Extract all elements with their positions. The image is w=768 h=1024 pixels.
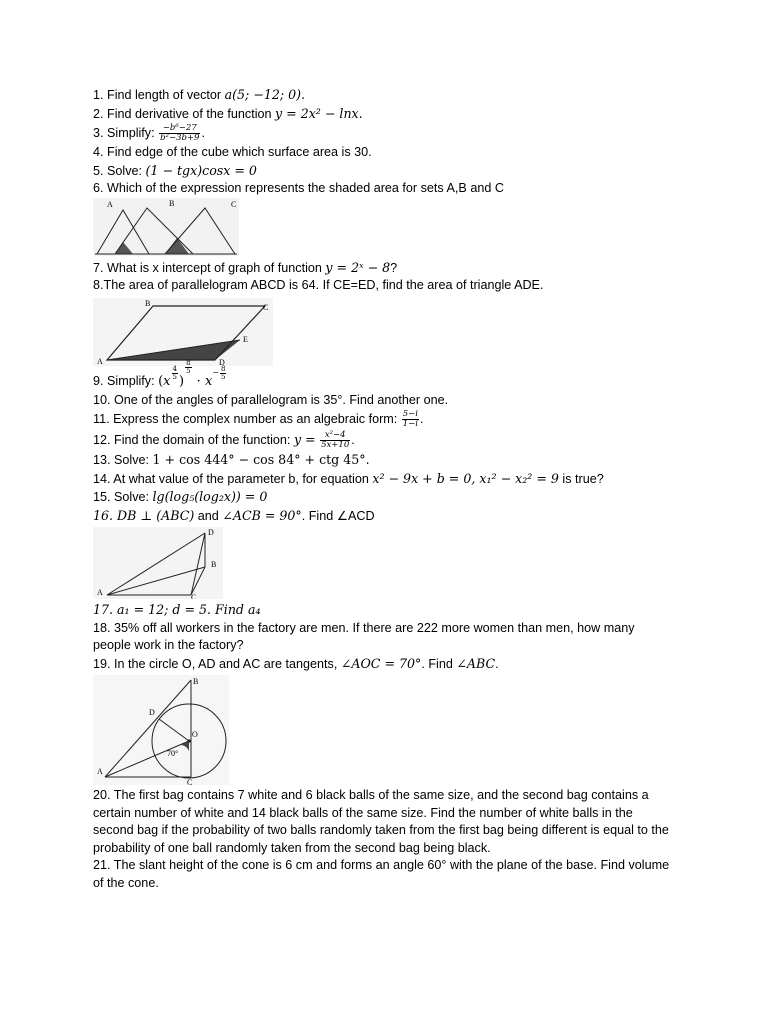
label-o: O — [192, 730, 198, 739]
question-10-text: 10. One of the angles of parallelogram is 35°. Find another one. — [93, 392, 449, 407]
question-7-math: y = 2ˣ − 8 — [325, 259, 391, 275]
question-11-fraction — [402, 410, 419, 429]
question-19-end: . — [495, 656, 499, 671]
question-11-text: 11. Express the complex number as an algebraic form: — [93, 412, 401, 426]
question-16-end: . Find ∠ACD — [301, 508, 375, 523]
label-a: A — [97, 356, 103, 366]
question-19 — [93, 655, 673, 674]
label-b: B — [145, 298, 151, 308]
question-6 — [93, 180, 673, 198]
label-a: A — [97, 767, 103, 776]
question-5-text: 5. Solve: — [93, 163, 146, 178]
question-3-fraction — [159, 124, 200, 143]
label-a: A — [97, 588, 103, 597]
question-1 — [93, 86, 673, 105]
label-c: C — [191, 593, 197, 599]
question-14-text: 14. At what value of the parameter b, for equation — [93, 471, 373, 486]
question-13-math: 1 + cos 444° − cos 84° + ctg 45°. — [152, 452, 370, 467]
question-16 — [93, 507, 673, 526]
question-15-text: 15. Solve: — [93, 490, 153, 504]
circle-tangents-figure — [93, 675, 229, 785]
label-c: C — [263, 302, 269, 312]
question-5-math: (1 − tgx)cosx = 0 — [145, 162, 257, 178]
question-19-mid: . Find — [421, 656, 457, 671]
question-12 — [93, 429, 673, 451]
question-18-text: 18. 35% off all workers in the factory are men. If there are 222 more women than men, how many people work in the factory? — [93, 620, 635, 652]
question-21 — [93, 857, 673, 892]
label-d: D — [219, 357, 225, 366]
question-7-end: ? — [390, 260, 398, 275]
question-9-math: (x $^{\frac{4}{5}}$ ) $^{\frac{8}{5}}$ · $x^{- \frac{8}{5}}$ — [158, 358, 226, 389]
question-4-text: 4. Find edge of the cube which surface area is 30. — [93, 145, 372, 159]
question-4 — [93, 144, 673, 162]
question-12-numerator: x²−4 — [320, 431, 350, 441]
question-3-end: . — [201, 126, 205, 140]
question-19-text: 19. In the circle O, AD and AC are tangents, — [93, 656, 341, 671]
question-21-text: 21. The slant height of the cone is 6 cm and forms an angle 60° with the plane of the base. Find volume of the cone. — [93, 858, 670, 890]
question-8 — [93, 277, 673, 295]
label-b: B — [211, 560, 217, 569]
label-d: D — [149, 708, 155, 717]
label-d: D — [208, 528, 214, 537]
question-15-math: lg(log₅(log₂x)) = 0 — [152, 489, 268, 504]
question-12-end: . — [351, 433, 355, 447]
question-10 — [93, 392, 673, 410]
question-14-math: x² − 9x + b = 0, x₁² − x₂² = 9 — [372, 470, 559, 486]
label-b: B — [169, 198, 175, 208]
question-12-math: y = — [293, 432, 316, 447]
parallelogram-figure — [93, 298, 273, 366]
pyramid-figure — [93, 527, 223, 599]
question-12-text: 12. Find the domain of the function: — [93, 433, 294, 447]
label-b: B — [193, 677, 199, 686]
label-c: C — [187, 778, 193, 785]
question-19-math-2: ∠ABC — [456, 655, 496, 671]
question-17 — [93, 601, 673, 620]
question-11-numerator: 5−i — [402, 409, 419, 420]
question-9 — [93, 358, 673, 392]
center-o — [187, 739, 190, 742]
question-20 — [93, 787, 673, 857]
question-12-fraction — [320, 431, 350, 450]
question-3-denominator: b²−3b+9 — [160, 133, 200, 144]
sets-triangles-figure — [93, 198, 239, 256]
question-11-denominator: 1−i — [402, 419, 419, 430]
question-16-text: and — [194, 508, 223, 523]
question-1-text: 1. Find length of vector — [93, 88, 225, 102]
question-7 — [93, 259, 673, 278]
question-17-math: 17. a₁ = 12; d = 5. Find a₄ — [93, 602, 261, 617]
question-3 — [93, 123, 673, 144]
question-9-text: 9. Simplify: — [93, 373, 159, 388]
question-8-text: 8.The area of parallelogram ABCD is 64. If CE=ED, find the area of triangle ADE. — [93, 278, 544, 292]
question-1-math: a(5; −12; 0). — [224, 87, 306, 102]
question-7-text: 7. What is x intercept of graph of function — [93, 260, 326, 275]
question-3-numerator: −b⁶−27 — [159, 124, 200, 134]
label-e: E — [243, 334, 248, 344]
question-2-math: y = 2x² − lnx. — [275, 105, 363, 121]
label-a: A — [107, 199, 113, 209]
question-2-text: 2. Find derivative of the function — [93, 106, 276, 121]
question-19-math: ∠AOC = 70° — [340, 655, 422, 671]
question-20-text: 20. The first bag contains 7 white and 6 black balls of the same size, and the second bag contains a certain number of white and 14 black balls of the same size. Find the number of white balls in the second bag if the probability of two balls randomly taken from the first bag being different is equal to the probability of one ball randomly taken from the second bag being black. — [93, 788, 669, 855]
question-6-text: 6. Which of the expression represents the shaded area for sets A,B and C — [93, 181, 504, 195]
question-5 — [93, 162, 673, 181]
question-3-text: 3. Simplify: — [93, 126, 159, 140]
question-2 — [93, 105, 673, 124]
label-angle-70: 70° — [167, 749, 179, 758]
question-14 — [93, 470, 673, 489]
question-11 — [93, 409, 673, 429]
question-18 — [93, 620, 673, 655]
question-16-math-1: 16. DB ⊥ (ABC) — [93, 507, 195, 523]
question-sheet — [93, 86, 673, 892]
question-13 — [93, 451, 673, 470]
question-16-math-2: ∠ACB = 90° — [222, 507, 302, 523]
question-15 — [93, 488, 673, 507]
question-13-text: 13. Solve: — [93, 453, 153, 467]
question-12-denominator: 5x+10 — [321, 440, 350, 451]
question-14-end: is true? — [558, 471, 604, 486]
question-11-end: . — [420, 412, 424, 426]
label-c: C — [231, 199, 237, 209]
figure-background — [93, 675, 229, 785]
